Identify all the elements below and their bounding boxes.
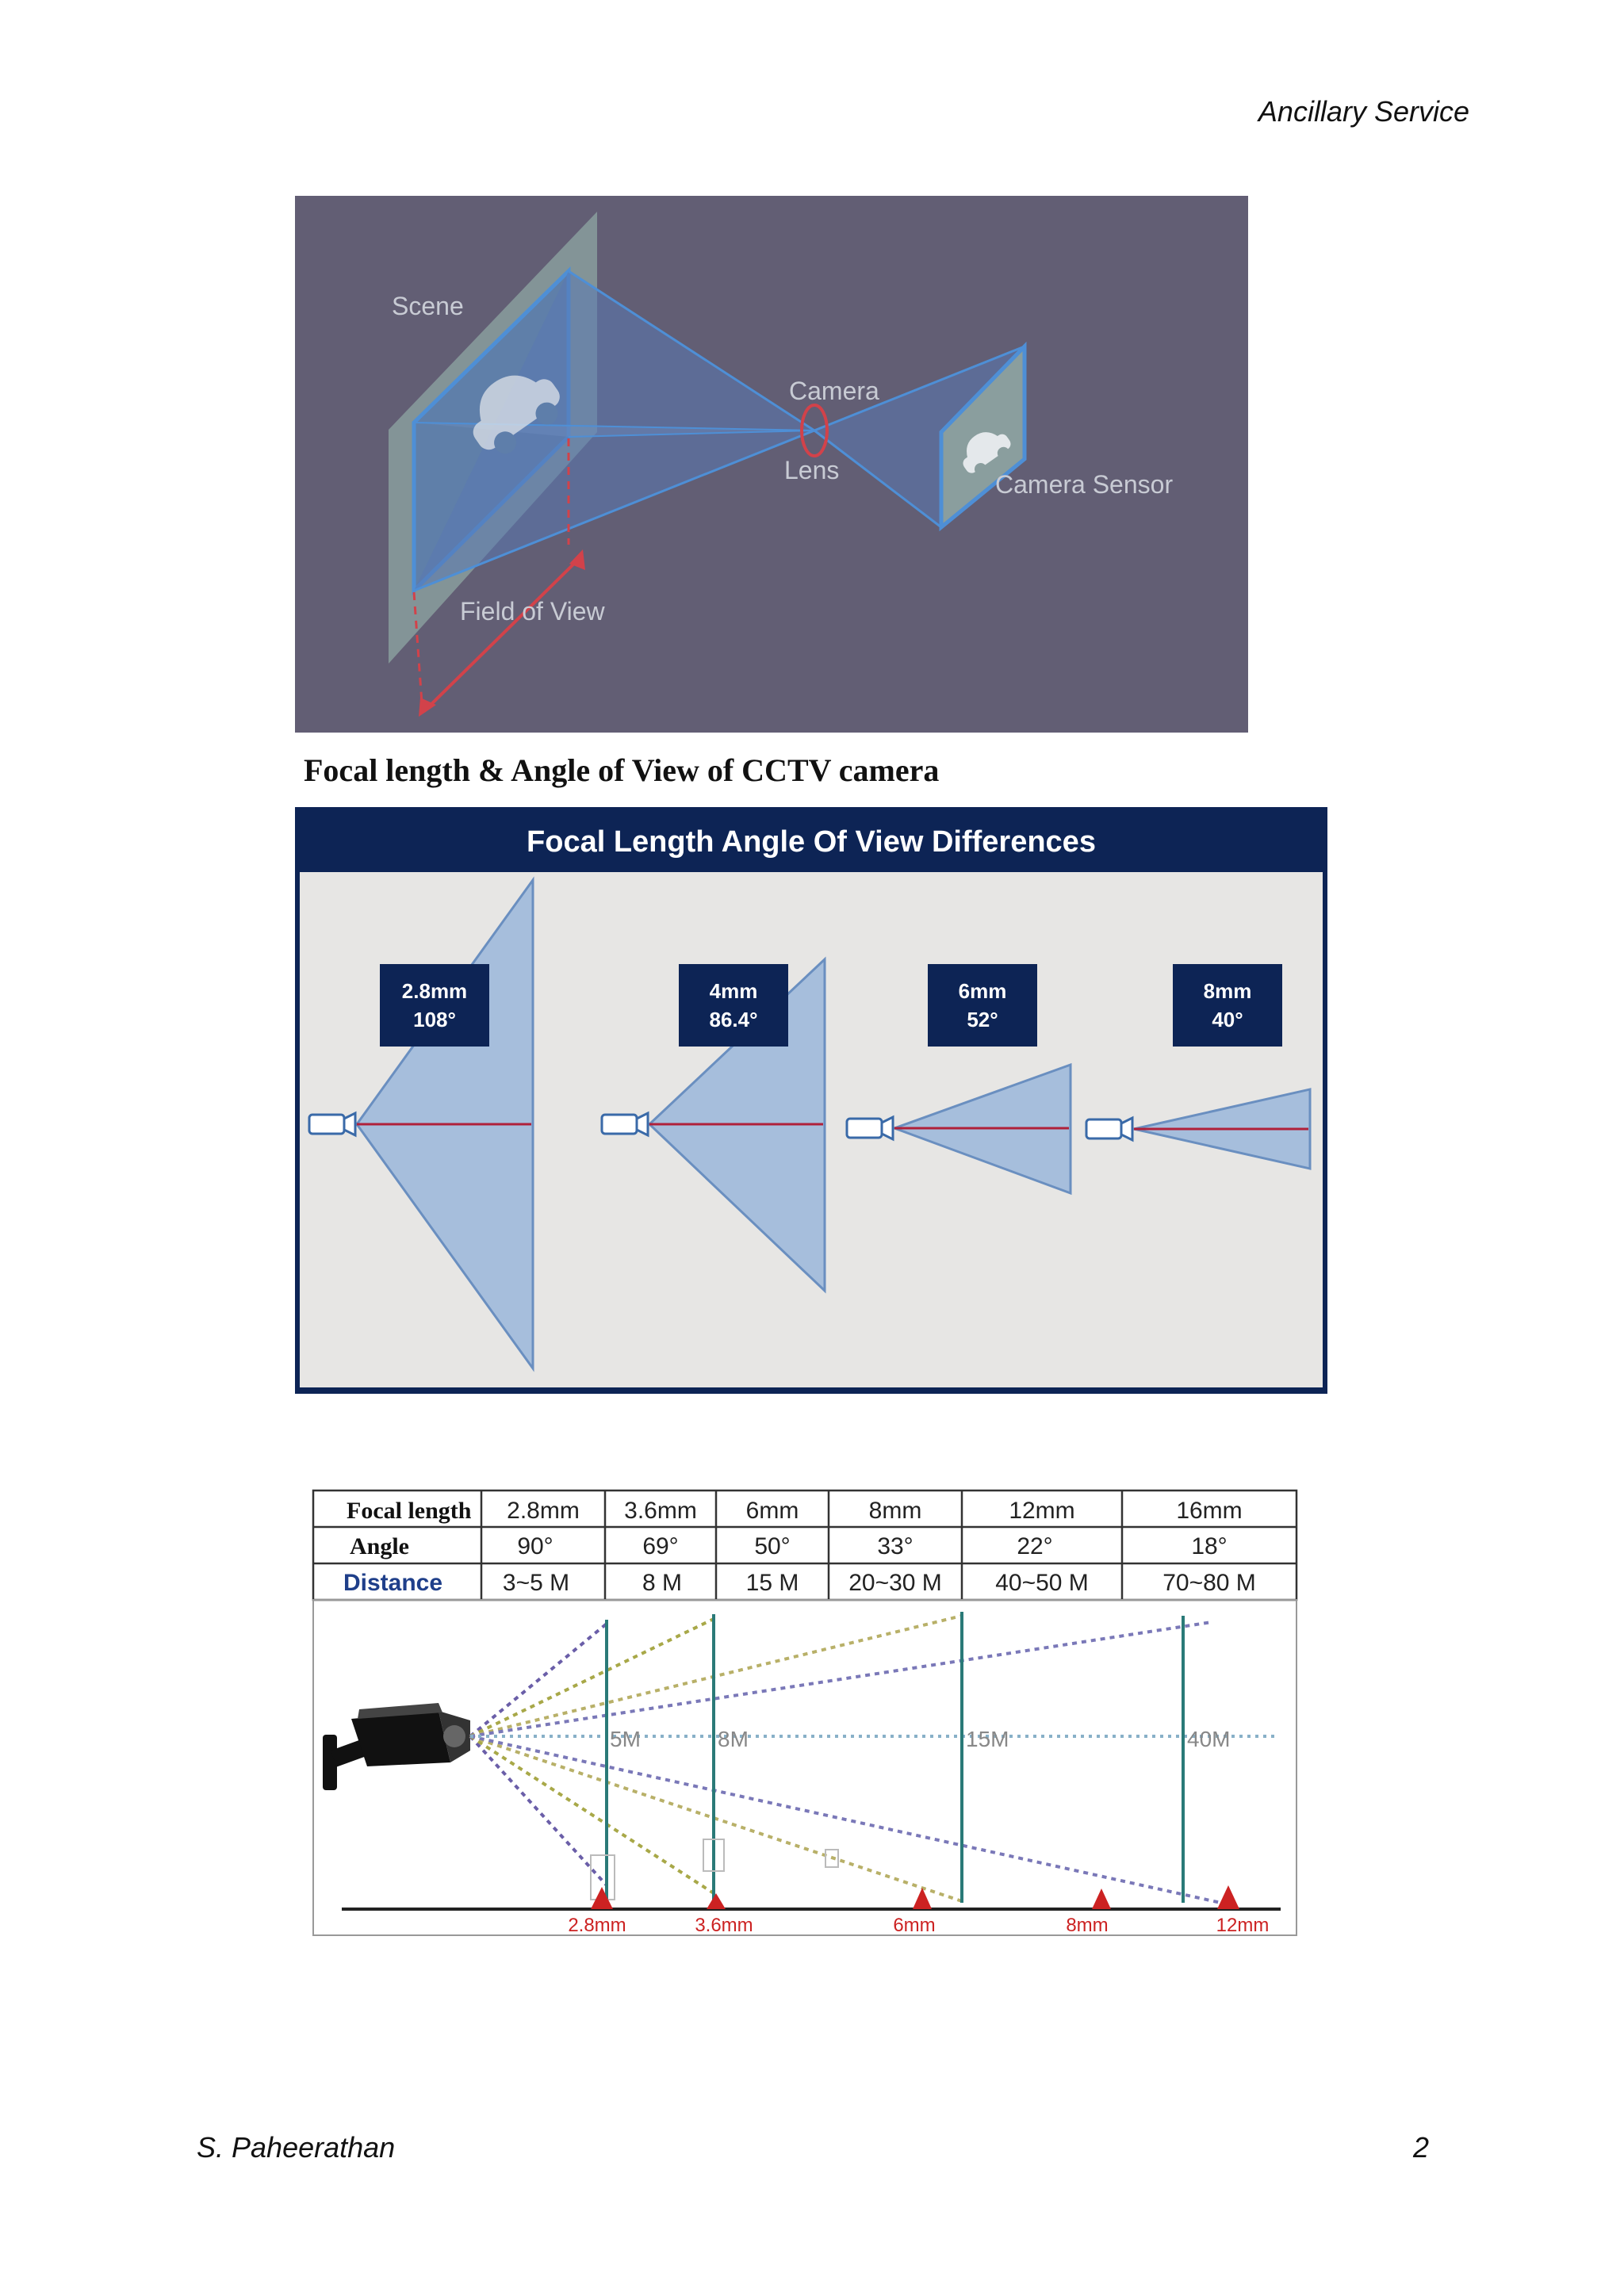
table-cell: 70~80 M: [1162, 1570, 1256, 1596]
camera-icon: [1086, 1119, 1121, 1138]
field-of-view-diagram: [295, 196, 1248, 733]
table-cell: 15 M: [745, 1570, 799, 1596]
table-cell: 90°: [517, 1533, 553, 1559]
figure-caption: Focal length & Angle of View of CCTV camera: [304, 752, 940, 788]
row-label-distance: Distance: [343, 1570, 443, 1596]
figure-banner-title: Focal Length Angle Of View Differences: [527, 825, 1096, 859]
lens-angle-label: 108°: [413, 1008, 456, 1031]
ground-label: 2.8mm: [568, 1915, 626, 1936]
lens-focal-label: 4mm: [709, 979, 758, 1003]
scene-label: Scene: [392, 292, 464, 320]
lens-focal-label: 2.8mm: [401, 979, 468, 1003]
footer-author: S. Paheerathan: [197, 2131, 396, 2164]
camera-icon: [309, 1115, 344, 1134]
lens-angle-label: 86.4°: [709, 1008, 758, 1031]
lens-label: Lens: [784, 456, 840, 484]
table-cell: 3~5 M: [502, 1570, 570, 1596]
distance-label: 8M: [718, 1727, 749, 1751]
row-label-focal-length: Focal length: [347, 1498, 472, 1524]
camera-label: Camera: [789, 377, 879, 405]
table-cell: 69°: [642, 1533, 679, 1559]
camera-icon: [602, 1115, 637, 1134]
lens-focal-label: 6mm: [958, 979, 1007, 1003]
table-cell: 18°: [1191, 1533, 1228, 1559]
distance-label: 5M: [610, 1727, 641, 1751]
lens-angle-label: 40°: [1212, 1008, 1243, 1031]
table-cell: 20~30 M: [848, 1570, 942, 1596]
distance-label: 40M: [1187, 1727, 1231, 1751]
table-cell: 16mm: [1176, 1498, 1243, 1524]
table-cell: 2.8mm: [507, 1498, 580, 1524]
ground-label: 12mm: [1216, 1915, 1270, 1936]
running-header: Ancillary Service: [1258, 95, 1469, 128]
distance-label: 15M: [966, 1727, 1009, 1751]
table-cell: 6mm: [745, 1498, 799, 1524]
page-number: 2: [1413, 2131, 1430, 2164]
table-cell: 8mm: [868, 1498, 922, 1524]
table-cell: 33°: [877, 1533, 914, 1559]
table-cell: 8 M: [642, 1570, 683, 1596]
table-cell: 22°: [1017, 1533, 1053, 1559]
table-cell: 50°: [754, 1533, 791, 1559]
angle-of-view-differences-figure: [295, 807, 1327, 1394]
ground-label: 3.6mm: [695, 1915, 753, 1936]
table-cell: 3.6mm: [624, 1498, 697, 1524]
row-label-angle: Angle: [350, 1533, 409, 1559]
ground-label: 8mm: [1066, 1915, 1109, 1936]
ground-label: 6mm: [893, 1915, 936, 1936]
field-of-view-label: Field of View: [460, 597, 605, 626]
lens-focal-label: 8mm: [1203, 979, 1252, 1003]
table-cell: 12mm: [1009, 1498, 1075, 1524]
camera-sensor-label: Camera Sensor: [995, 470, 1174, 499]
table-cell: 40~50 M: [995, 1570, 1089, 1596]
camera-icon: [847, 1119, 882, 1138]
lens-angle-label: 52°: [967, 1008, 998, 1031]
focal-length-distance-figure: [312, 1489, 1298, 1937]
